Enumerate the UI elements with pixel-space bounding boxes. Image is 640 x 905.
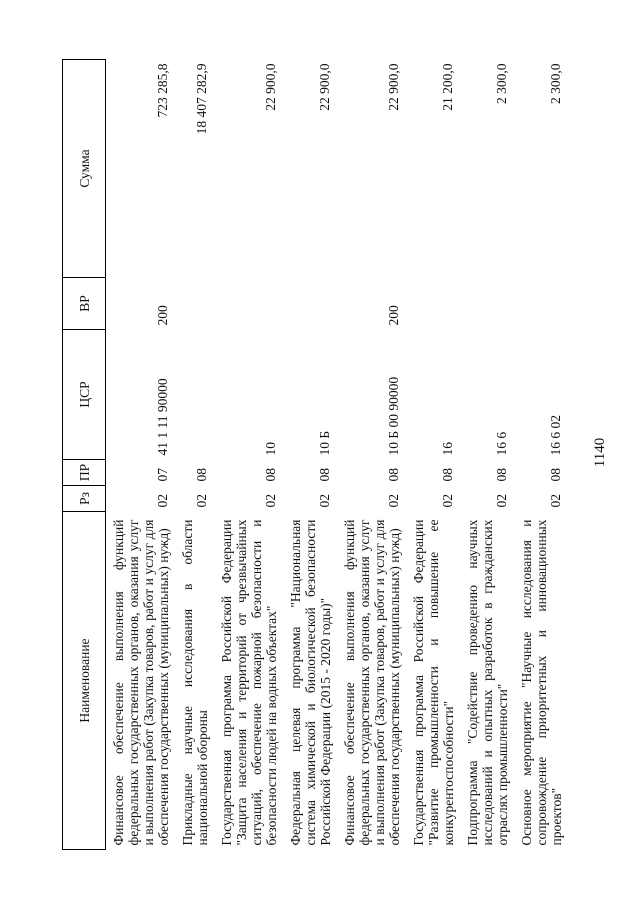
row-pr: 08	[263, 468, 278, 482]
row-pr: 08	[194, 468, 209, 482]
row-rz: 02	[194, 494, 209, 508]
row-name: Федеральная целевая программа "Национальная система химической и биологической безопасности Российской Федерации (2015 - 2020 годы)"	[288, 519, 333, 846]
row-rz: 02	[386, 494, 401, 508]
row-rz: 02	[548, 494, 563, 508]
row-pr: 08	[386, 468, 401, 482]
row-sum: 22 900,0	[386, 63, 401, 111]
row-vr: 200	[155, 305, 170, 326]
row-csr: 41 1 11 90000	[155, 378, 170, 456]
row-csr	[175, 330, 214, 460]
row-pr: 07	[155, 468, 170, 482]
row-pr: 08	[494, 468, 509, 482]
row-sum: 21 200,0	[440, 63, 455, 111]
row-pr: 08	[440, 468, 455, 482]
table-row	[283, 60, 337, 850]
row-vr	[406, 278, 460, 330]
header-vr: ВР	[63, 278, 106, 330]
header-csr: ЦСР	[63, 330, 106, 460]
header-sum: Сумма	[63, 60, 106, 278]
row-vr	[175, 278, 214, 330]
row-name: Подпрограмма "Содействие проведению научных исследований и опытных разработок в гражданских отраслях промышленности"	[465, 519, 510, 846]
header-name: Наименование	[63, 512, 106, 850]
row-name: Прикладные научные исследования в области национальной обороны	[180, 519, 210, 846]
row-vr	[283, 278, 337, 330]
row-rz: 02	[440, 494, 455, 508]
row-csr: 10	[263, 442, 278, 456]
row-sum: 723 285,8	[155, 63, 170, 118]
table-row	[214, 60, 283, 850]
header-pr: ПР	[63, 460, 106, 486]
row-sum: 2 300,0	[548, 63, 563, 104]
row-vr	[514, 278, 568, 330]
row-csr: 10 Б	[317, 430, 332, 456]
table-row	[514, 60, 568, 850]
table-row	[406, 60, 460, 850]
table-header-row	[63, 60, 106, 850]
row-rz: 02	[155, 494, 170, 508]
row-name: Государственная программа Российской Федерации "Защита населения и территорий от чрезвычайных ситуаций, обеспечение пожарной безопасности и безопасности людей на водных объектах"	[219, 519, 279, 846]
row-rz: 02	[494, 494, 509, 508]
row-rz: 02	[317, 494, 332, 508]
page-number: 1140	[592, 437, 608, 468]
budget-table	[62, 59, 568, 850]
table-row	[460, 60, 514, 850]
row-name: Государственная программа Российской Федерации "Развитие промышленности и повышение ее конкурентоспособности"	[411, 519, 456, 846]
row-sum: 18 407 282,9	[194, 63, 209, 135]
row-csr: 16	[440, 442, 455, 456]
row-pr: 08	[548, 468, 563, 482]
row-csr: 10 Б 00 90000	[386, 376, 401, 456]
row-vr: 200	[386, 305, 401, 326]
row-vr	[214, 278, 283, 330]
row-vr	[460, 278, 514, 330]
row-name: Финансовое обеспечение выполнения функций федеральных государственных органов, оказания услуг и выполнения работ (Закупка товаров, работ и услуг для обеспечения государственных (муниципальных) нужд)	[342, 519, 402, 846]
table-row	[106, 60, 176, 850]
row-sum: 22 900,0	[317, 63, 332, 111]
row-name: Основное мероприятие "Научные исследования и сопровождение приоритетных и инновационных проектов"	[519, 519, 564, 846]
row-csr: 16 6	[494, 431, 509, 456]
row-sum: 2 300,0	[494, 63, 509, 104]
row-sum: 22 900,0	[263, 63, 278, 111]
row-csr: 16 6 02	[548, 415, 563, 456]
row-rz: 02	[263, 494, 278, 508]
row-pr: 08	[317, 468, 332, 482]
row-name: Финансовое обеспечение выполнения функций федеральных государственных органов, оказания услуг и выполнения работ (Закупка товаров, работ и услуг для обеспечения государственных (муниципальных) нужд)	[111, 519, 171, 846]
table-row	[337, 60, 406, 850]
table-row	[175, 60, 214, 850]
header-rz: Рз	[63, 486, 106, 512]
